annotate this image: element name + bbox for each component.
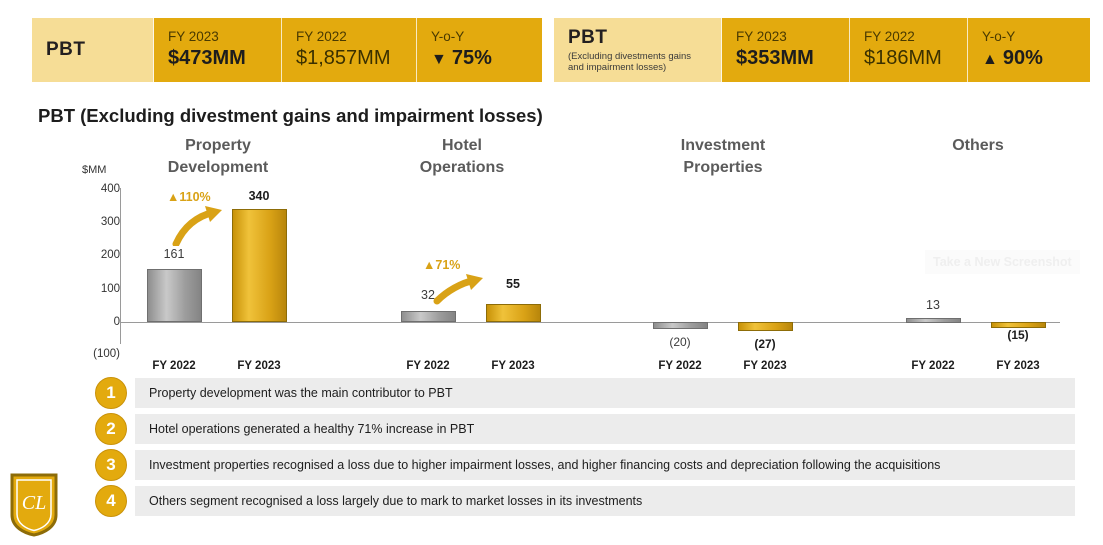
kpi-banner	[32, 18, 1090, 82]
y-tick-100: 100	[100, 283, 120, 295]
screenshot-watermark: Take a New Screenshot	[925, 250, 1080, 274]
x-label-others-fy2022: FY 2022	[911, 360, 955, 372]
kpi-period-label: FY 2023	[168, 29, 219, 45]
kpi-card-title-cell	[554, 18, 722, 82]
bar-hotel-operations-fy2023	[486, 304, 541, 322]
kpi-subtitle: (Excluding divestments gains and impairment losses)	[568, 50, 692, 73]
x-label-hotel-operations-fy2023: FY 2023	[491, 360, 535, 372]
y-axis-unit-label: $MM	[82, 164, 107, 176]
bar-hotel-operations-fy2022	[401, 311, 456, 322]
bar-label-investment-properties-fy2022: (20)	[669, 335, 691, 349]
kpi-period-label: Y-o-Y	[982, 29, 1016, 45]
kpi-card-title-cell	[32, 18, 154, 82]
y-axis	[68, 132, 120, 382]
x-label-investment-properties-fy2023: FY 2023	[743, 360, 787, 372]
kpi-yoy-cell	[968, 18, 1090, 82]
group-title-property-development: Property Development	[167, 137, 269, 177]
bullet-list	[95, 378, 1075, 522]
bar-property-development-fy2023	[232, 209, 287, 322]
plot-area	[120, 132, 1060, 382]
list-item	[95, 378, 1075, 408]
bar-property-development-fy2022	[147, 269, 202, 322]
kpi-yoy-value	[431, 46, 528, 71]
bar-investment-properties-fy2023	[738, 322, 793, 331]
kpi-period-label: FY 2023	[736, 29, 787, 45]
growth-arrow-icon-hotel-operations	[433, 273, 485, 307]
bar-label-property-development-fy2022: 161	[163, 247, 185, 261]
group-title-hotel-operations: Hotel Operations	[419, 137, 505, 177]
bullet-text: Hotel operations generated a healthy 71% increase in PBT	[135, 414, 1075, 444]
kpi-title: PBT	[568, 26, 608, 48]
group-title-others: Others	[952, 137, 1004, 154]
bullet-number: 4	[95, 485, 127, 517]
company-logo	[8, 471, 60, 537]
list-item	[95, 450, 1075, 480]
bullet-text: Property development was the main contributor to PBT	[135, 378, 1075, 408]
bar-label-hotel-operations-fy2023: 55	[506, 277, 520, 291]
kpi-yoy-cell	[417, 18, 542, 82]
kpi-period-label: FY 2022	[864, 29, 915, 45]
bar-label-property-development-fy2023: 340	[248, 189, 270, 203]
kpi-period-label: FY 2022	[296, 29, 347, 45]
bullet-number: 3	[95, 449, 127, 481]
bar-label-investment-properties-fy2023: (27)	[754, 337, 776, 351]
list-item	[95, 486, 1075, 516]
kpi-value: $186MM	[864, 46, 942, 69]
kpi-card-pbt	[32, 18, 542, 82]
up-arrow-icon: ▲	[982, 50, 998, 68]
kpi-fy2023-cell	[154, 18, 282, 82]
up-arrow-icon: ▲	[423, 258, 436, 272]
kpi-yoy-value	[982, 46, 1076, 71]
bar-others-fy2022	[906, 318, 961, 323]
x-label-property-development-fy2023: FY 2023	[237, 360, 281, 372]
bar-investment-properties-fy2022	[653, 322, 708, 329]
kpi-value: $353MM	[736, 46, 814, 69]
y-tick-300: 300	[100, 216, 120, 228]
x-label-property-development-fy2022: FY 2022	[152, 360, 196, 372]
x-label-investment-properties-fy2022: FY 2022	[658, 360, 702, 372]
y-tick-neg100: (100)	[93, 348, 120, 360]
kpi-fy2022-cell	[850, 18, 968, 82]
kpi-yoy-number: 75%	[451, 46, 492, 69]
growth-arrow-icon-property-development	[172, 204, 224, 246]
y-tick-400: 400	[100, 183, 120, 195]
bullet-number: 2	[95, 413, 127, 445]
bar-label-others-fy2023: (15)	[1007, 328, 1029, 342]
kpi-fy2023-cell	[722, 18, 850, 82]
svg-text:CL: CL	[21, 492, 47, 514]
x-label-hotel-operations-fy2022: FY 2022	[406, 360, 450, 372]
bar-label-others-fy2022: 13	[926, 298, 940, 312]
x-label-others-fy2023: FY 2023	[996, 360, 1040, 372]
kpi-value: $473MM	[168, 46, 246, 69]
kpi-value: $1,857MM	[296, 46, 391, 69]
bullet-number: 1	[95, 377, 127, 409]
y-tick-200: 200	[100, 249, 120, 261]
kpi-title: PBT	[46, 39, 86, 60]
y-tick-0: 0	[113, 316, 120, 328]
up-arrow-icon: ▲	[167, 190, 180, 204]
down-arrow-icon: ▼	[431, 50, 447, 68]
list-item	[95, 414, 1075, 444]
bar-label-hotel-operations-fy2022: 32	[421, 288, 435, 302]
bullet-text: Investment properties recognised a loss due to higher impairment losses, and higher financing costs and depreciation following the acquisitions	[135, 450, 1075, 480]
growth-label-hotel-operations: ▲71%	[423, 258, 461, 272]
growth-label-property-development: ▲110%	[167, 190, 211, 204]
group-title-investment-properties: Investment Properties	[680, 137, 766, 177]
kpi-yoy-number: 90%	[1002, 46, 1043, 69]
bullet-text: Others segment recognised a loss largely due to mark to market losses in its investments	[135, 486, 1075, 516]
kpi-period-label: Y-o-Y	[431, 29, 465, 45]
page-title: PBT (Excluding divestment gains and impairment losses)	[38, 105, 543, 126]
kpi-card-pbt-excl	[554, 18, 1090, 82]
kpi-fy2022-cell	[282, 18, 417, 82]
